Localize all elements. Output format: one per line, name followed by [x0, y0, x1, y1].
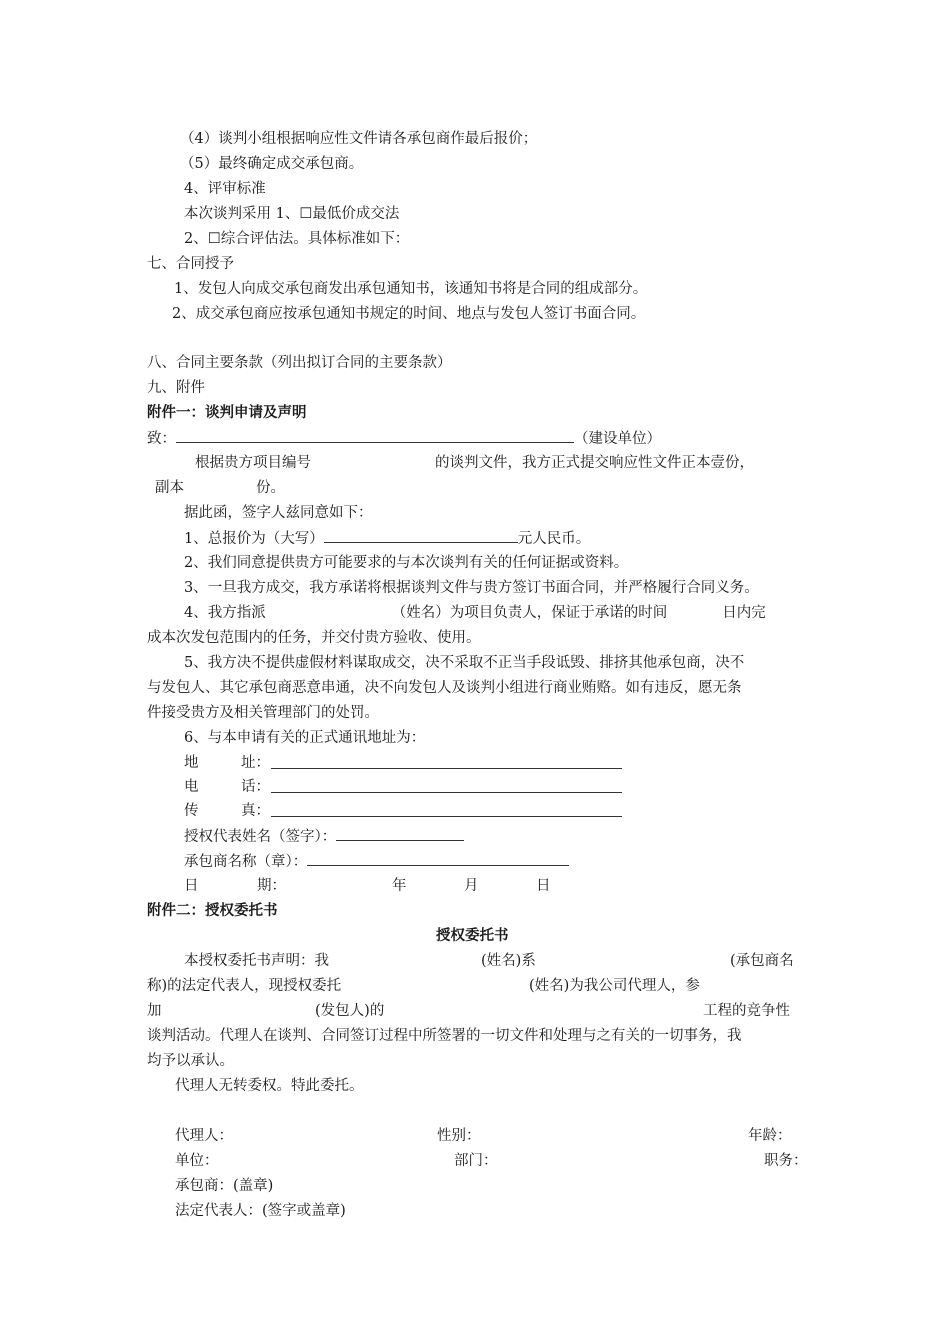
- text-line: [155, 478, 285, 498]
- text-span: 副本: [155, 480, 184, 496]
- date-label: 期：: [257, 878, 286, 894]
- text-line: [184, 528, 590, 549]
- text-span: 授权代表姓名（签字）：: [184, 829, 337, 845]
- text-span: 的谈判文件，我方正式提交响应性文件正本壹份，: [435, 455, 754, 471]
- text-line: 2、成交承包商应按承包通知书规定的时间、地点与发包人签订书面合同。: [172, 306, 646, 322]
- text-line: 5、我方决不提供虚假材料谋取成交，决不采取不正当手段诋毁、排挤其他承包商，决不: [184, 655, 745, 671]
- text-line: [184, 603, 766, 623]
- text-line: 件接受贵方及相关管理部门的处罚。: [147, 705, 379, 721]
- address-blank[interactable]: [271, 768, 622, 769]
- power-of-attorney-title: 授权委托书: [436, 928, 509, 944]
- legal-rep-label: 法定代表人：(签字或盖章): [175, 1203, 346, 1219]
- attachment-1-title: 附件一：谈判申请及声明: [147, 405, 307, 421]
- to-suffix: （建设单位）: [574, 431, 661, 447]
- text-line: (姓名)系: [481, 953, 536, 969]
- to-line: [147, 428, 661, 449]
- text-line: 与发包人、其它承包商恶意串通，决不向发包人及谈判小组进行商业贿赂。如有违反，愿无条: [147, 680, 742, 696]
- unit-label: 单位：: [175, 1153, 219, 1169]
- text-line: 均予以承认。: [147, 1053, 234, 1069]
- date-label: 日: [184, 878, 199, 894]
- date-month: 月: [464, 878, 479, 894]
- phone-label: 电: [184, 779, 199, 795]
- to-label: 致：: [147, 431, 176, 447]
- total-price-blank[interactable]: [324, 528, 518, 543]
- text-span: 1、总报价为（大写）: [184, 531, 324, 547]
- date-day: 日: [536, 878, 551, 894]
- fax-blank[interactable]: [271, 816, 622, 817]
- phone-label: 话：: [241, 779, 270, 795]
- text-line: 加: [147, 1003, 162, 1019]
- recipient-blank[interactable]: [176, 428, 574, 443]
- text-line: 谈判活动。代理人在谈判、合同签订过程中所签署的一切文件和处理与之有关的一切事务，我: [147, 1028, 742, 1044]
- agent-label: 代理人：: [175, 1128, 233, 1144]
- text-span: 承包商名称（章）：: [184, 854, 308, 870]
- text-line: 3、一旦我方成交，我方承诺将根据谈判文件与贵方签订书面合同，并严格履行合同义务。: [184, 580, 759, 596]
- gender-label: 性别：: [437, 1128, 481, 1144]
- attachment-2-title: 附件二：授权委托书: [147, 903, 278, 919]
- text-line: 代理人无转委权。特此委托。: [175, 1078, 364, 1094]
- text-span: （姓名）为项目负责人，保证于承诺的时间: [391, 605, 668, 621]
- text-line: [184, 826, 464, 847]
- text-line: (承包商名: [730, 953, 794, 969]
- text-line: 本授权委托书声明：我: [184, 953, 329, 969]
- address-label: 地: [184, 755, 199, 771]
- address-label: 址：: [241, 755, 270, 771]
- text-line: 4、评审标准: [184, 181, 266, 197]
- text-span: 根据贵方项目编号: [195, 455, 311, 471]
- section-heading: 七、合同授予: [147, 256, 234, 272]
- text-line: 据此函，签字人兹同意如下：: [184, 505, 373, 521]
- text-span: 份。: [256, 480, 285, 496]
- text-line: [184, 851, 569, 872]
- section-heading: 九、附件: [147, 380, 205, 396]
- text-line: (姓名)为我公司代理人，参: [529, 978, 700, 994]
- text-line: 本次谈判采用 1、☐最低价成交法: [184, 206, 400, 222]
- representative-blank[interactable]: [336, 826, 464, 841]
- text-line: 工程的竞争性: [703, 1003, 790, 1019]
- text-line: [195, 453, 754, 473]
- text-line: （4）谈判小组根据响应性文件请各承包商作最后报价；: [180, 131, 538, 147]
- text-span: 日内完: [722, 605, 766, 621]
- section-heading: 八、合同主要条款（列出拟订合同的主要条款）: [147, 355, 452, 371]
- text-span: 元人民币。: [517, 531, 591, 547]
- text-line: 1、发包人向成交承包商发出承包通知书，该通知书将是合同的组成部分。: [174, 281, 648, 297]
- age-label: 年龄：: [748, 1128, 792, 1144]
- date-year: 年: [392, 878, 407, 894]
- text-span: 4、我方指派: [184, 605, 266, 621]
- text-line: 6、与本申请有关的正式通讯地址为：: [184, 730, 426, 746]
- fax-label: 传: [184, 803, 199, 819]
- text-line: 2、☐综合评估法。具体标准如下：: [184, 231, 410, 247]
- text-line: 称)的法定代表人，现授权委托: [147, 978, 342, 994]
- text-line: （5）最终确定成交承包商。: [180, 156, 364, 172]
- contractor-blank[interactable]: [307, 851, 569, 866]
- contractor-seal-label: 承包商：(盖章): [175, 1178, 274, 1194]
- text-line: (发包人)的: [315, 1003, 385, 1019]
- department-label: 部门：: [454, 1153, 498, 1169]
- position-label: 职务：: [764, 1153, 808, 1169]
- fax-label: 真：: [241, 803, 270, 819]
- text-line: 2、我们同意提供贵方可能要求的与本次谈判有关的任何证据或资料。: [184, 555, 629, 571]
- phone-blank[interactable]: [271, 792, 622, 793]
- text-line: 成本次发包范围内的任务，并交付贵方验收、使用。: [147, 630, 481, 646]
